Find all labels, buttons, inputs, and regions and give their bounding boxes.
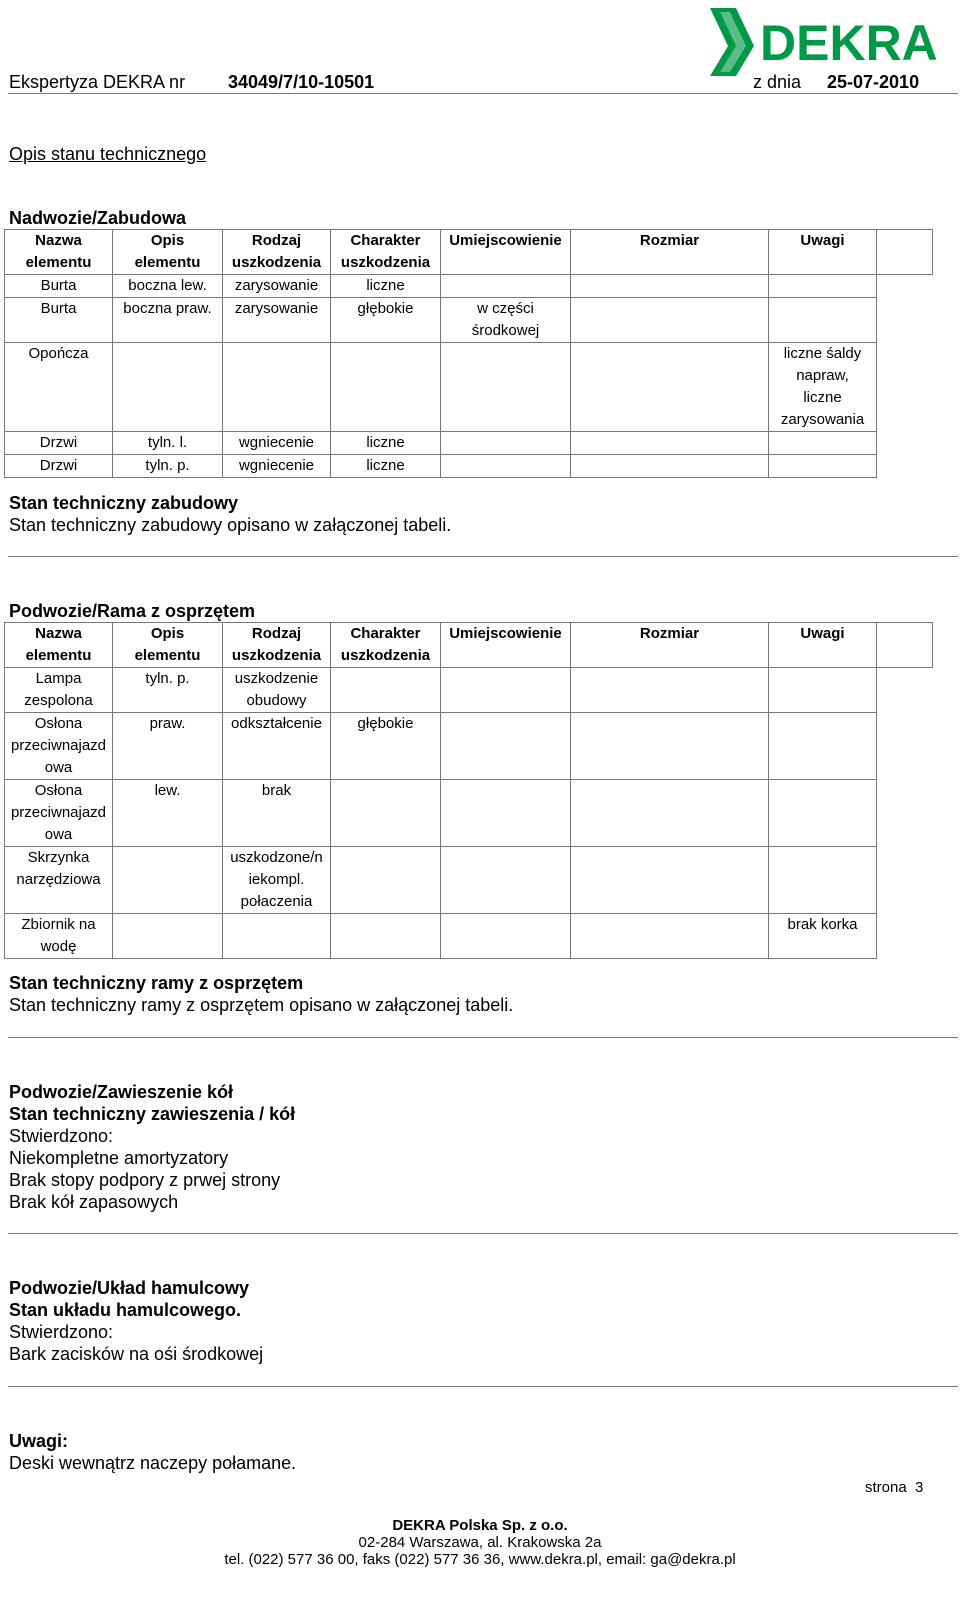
- subheading-hamulce: Stan układu hamulcowego.: [9, 1300, 242, 1320]
- status-heading-zabudowa: Stan techniczny zabudowy: [9, 493, 239, 513]
- column-header: Rodzaj uszkodzenia: [223, 230, 331, 275]
- table-cell: brak korka: [769, 914, 877, 959]
- table-cell: [331, 847, 441, 914]
- table-cell: [769, 298, 877, 343]
- section-divider: [8, 556, 958, 557]
- section-heading-hamulce: Podwozie/Układ hamulcowy: [9, 1278, 250, 1298]
- table-cell: [571, 713, 769, 780]
- table-row: [5, 847, 933, 914]
- subheading-zawieszenie: Stan techniczny zawieszenia / kół: [9, 1104, 296, 1124]
- table-cell: odkształcenie: [223, 713, 331, 780]
- table-spacer-cell: [877, 713, 933, 780]
- table-row: [5, 780, 933, 847]
- table-cell: brak: [223, 780, 331, 847]
- table-cell: [113, 914, 223, 959]
- table-cell: [769, 668, 877, 713]
- column-header: Nazwa elementu: [5, 623, 113, 668]
- damage-table-nadwozie: [4, 229, 933, 478]
- page-title: Opis stanu technicznego: [9, 144, 207, 164]
- table-spacer-cell: [877, 847, 933, 914]
- table-row: [5, 298, 933, 343]
- table-cell: [769, 455, 877, 478]
- table-spacer-cell: [877, 455, 933, 478]
- table-cell: [571, 275, 769, 298]
- table-header-row: [5, 623, 933, 668]
- table-cell: [571, 914, 769, 959]
- table-cell: Opończa: [5, 343, 113, 432]
- table-cell: liczne: [331, 275, 441, 298]
- column-header: Rodzaj uszkodzenia: [223, 623, 331, 668]
- page-number: strona 3: [865, 1479, 924, 1496]
- table-cell: [571, 343, 769, 432]
- footer-contact: tel. (022) 577 36 00, faks (022) 577 36 36, www.dekra.pl, email: ga@dekra.pl: [224, 1551, 736, 1568]
- table-cell: [441, 432, 571, 455]
- table-row: [5, 914, 933, 959]
- table-cell: Zbiornik na wodę: [5, 914, 113, 959]
- table-cell: [113, 847, 223, 914]
- table-cell: [769, 275, 877, 298]
- text-line: Stwierdzono:: [9, 1126, 114, 1146]
- table-cell: uszkodzone/n iekompl. połaczenia: [223, 847, 331, 914]
- table-cell: liczne: [331, 455, 441, 478]
- table-cell: uszkodzenie obudowy: [223, 668, 331, 713]
- table-cell: Skrzynka narzędziowa: [5, 847, 113, 914]
- column-header: Charakter uszkodzenia: [331, 623, 441, 668]
- column-header: Uwagi: [769, 623, 877, 668]
- report-number: 34049/7/10-10501: [228, 72, 375, 92]
- table-cell: tyln. p.: [113, 455, 223, 478]
- report-prefix: Ekspertyza DEKRA nr: [9, 72, 186, 92]
- text-line: Niekompletne amortyzatory: [9, 1148, 229, 1168]
- footer-address: 02-284 Warszawa, al. Krakowska 2a: [358, 1534, 602, 1551]
- dekra-logo-icon: [710, 8, 956, 78]
- table-cell: [571, 432, 769, 455]
- table-cell: wgniecenie: [223, 432, 331, 455]
- table-cell: tyln. l.: [113, 432, 223, 455]
- header-divider: [8, 93, 958, 94]
- table-cell: [571, 455, 769, 478]
- column-header: Rozmiar: [571, 230, 769, 275]
- section-heading-nadwozie: Nadwozie/Zabudowa: [9, 208, 187, 228]
- column-header: Rozmiar: [571, 623, 769, 668]
- table-cell: [331, 343, 441, 432]
- table-cell: Burta: [5, 275, 113, 298]
- table-cell: zarysowanie: [223, 275, 331, 298]
- table-cell: [113, 343, 223, 432]
- text-line: Stwierdzono:: [9, 1322, 114, 1342]
- table-cell: [441, 914, 571, 959]
- table-cell: [571, 847, 769, 914]
- table-spacer-cell: [877, 343, 933, 432]
- section-divider: [8, 1233, 958, 1234]
- section-heading-zawieszenie: Podwozie/Zawieszenie kół: [9, 1082, 234, 1102]
- table-row: [5, 343, 933, 432]
- section-heading-uwagi: Uwagi:: [9, 1431, 69, 1451]
- status-heading-rama: Stan techniczny ramy z osprzętem: [9, 973, 304, 993]
- table-cell: [769, 713, 877, 780]
- table-cell: w części środkowej: [441, 298, 571, 343]
- table-spacer-cell: [877, 230, 933, 275]
- table-cell: boczna lew.: [113, 275, 223, 298]
- table-cell: lew.: [113, 780, 223, 847]
- status-text-zabudowa: Stan techniczny zabudowy opisano w załączonej tabeli.: [9, 515, 452, 535]
- table-cell: Osłona przeciwnajazd owa: [5, 780, 113, 847]
- column-header: Umiejscowienie: [441, 623, 571, 668]
- lines-hamulce: [9, 1321, 263, 1365]
- table-cell: [223, 343, 331, 432]
- column-header: Charakter uszkodzenia: [331, 230, 441, 275]
- table-spacer-cell: [877, 298, 933, 343]
- table-cell: głębokie: [331, 298, 441, 343]
- text-line: Brak stopy podpory z prwej strony: [9, 1170, 281, 1190]
- table-row: [5, 713, 933, 780]
- date-prefix: z dnia: [753, 72, 802, 92]
- footer-company: DEKRA Polska Sp. z o.o.: [392, 1517, 568, 1534]
- table-cell: Osłona przeciwnajazd owa: [5, 713, 113, 780]
- table-cell: [441, 668, 571, 713]
- table-cell: Lampa zespolona: [5, 668, 113, 713]
- table-cell: zarysowanie: [223, 298, 331, 343]
- table-row: [5, 668, 933, 713]
- column-header: Opis elementu: [113, 623, 223, 668]
- table-cell: [571, 780, 769, 847]
- table-cell: praw.: [113, 713, 223, 780]
- column-header: Nazwa elementu: [5, 230, 113, 275]
- table-cell: Drzwi: [5, 455, 113, 478]
- table-cell: [441, 713, 571, 780]
- table-cell: boczna praw.: [113, 298, 223, 343]
- table-cell: [331, 668, 441, 713]
- lines-zawieszenie: [9, 1125, 280, 1213]
- table-cell: [441, 343, 571, 432]
- logo-text: DEKRA: [760, 15, 938, 71]
- table-header-row: [5, 230, 933, 275]
- table-cell: wgniecenie: [223, 455, 331, 478]
- table-cell: liczne: [331, 432, 441, 455]
- table-cell: liczne śaldy napraw, liczne zarysowania: [769, 343, 877, 432]
- column-header: Umiejscowienie: [441, 230, 571, 275]
- table-cell: [769, 847, 877, 914]
- status-text-rama: Stan techniczny ramy z osprzętem opisano w załączonej tabeli.: [9, 995, 514, 1015]
- table-spacer-cell: [877, 914, 933, 959]
- section-divider: [8, 1037, 958, 1038]
- section-divider: [8, 1386, 958, 1387]
- table-cell: [441, 847, 571, 914]
- column-header: Uwagi: [769, 230, 877, 275]
- table-cell: tyln. p.: [113, 668, 223, 713]
- table-cell: Drzwi: [5, 432, 113, 455]
- table-cell: Burta: [5, 298, 113, 343]
- table-cell: [223, 914, 331, 959]
- table-cell: [769, 780, 877, 847]
- column-header: Opis elementu: [113, 230, 223, 275]
- table-cell: [769, 432, 877, 455]
- text-line: Brak kół zapasowych: [9, 1192, 179, 1212]
- table-cell: głębokie: [331, 713, 441, 780]
- report-date: 25-07-2010: [827, 72, 920, 92]
- table-cell: [441, 455, 571, 478]
- table-cell: [441, 780, 571, 847]
- table-spacer-cell: [877, 275, 933, 298]
- table-spacer-cell: [877, 623, 933, 668]
- table-row: [5, 432, 933, 455]
- table-cell: [331, 780, 441, 847]
- damage-table-rama: [4, 622, 933, 959]
- text-line: Bark zacisków na ośi środkowej: [9, 1344, 264, 1364]
- table-cell: [331, 914, 441, 959]
- table-row: [5, 455, 933, 478]
- table-spacer-cell: [877, 668, 933, 713]
- section-heading-rama: Podwozie/Rama z osprzętem: [9, 601, 256, 621]
- table-spacer-cell: [877, 432, 933, 455]
- table-cell: [571, 668, 769, 713]
- table-cell: [441, 275, 571, 298]
- table-cell: [571, 298, 769, 343]
- dekra-logo: [710, 8, 956, 78]
- table-row: [5, 275, 933, 298]
- table-spacer-cell: [877, 780, 933, 847]
- uwagi-text: Deski wewnątrz naczepy połamane.: [9, 1453, 297, 1473]
